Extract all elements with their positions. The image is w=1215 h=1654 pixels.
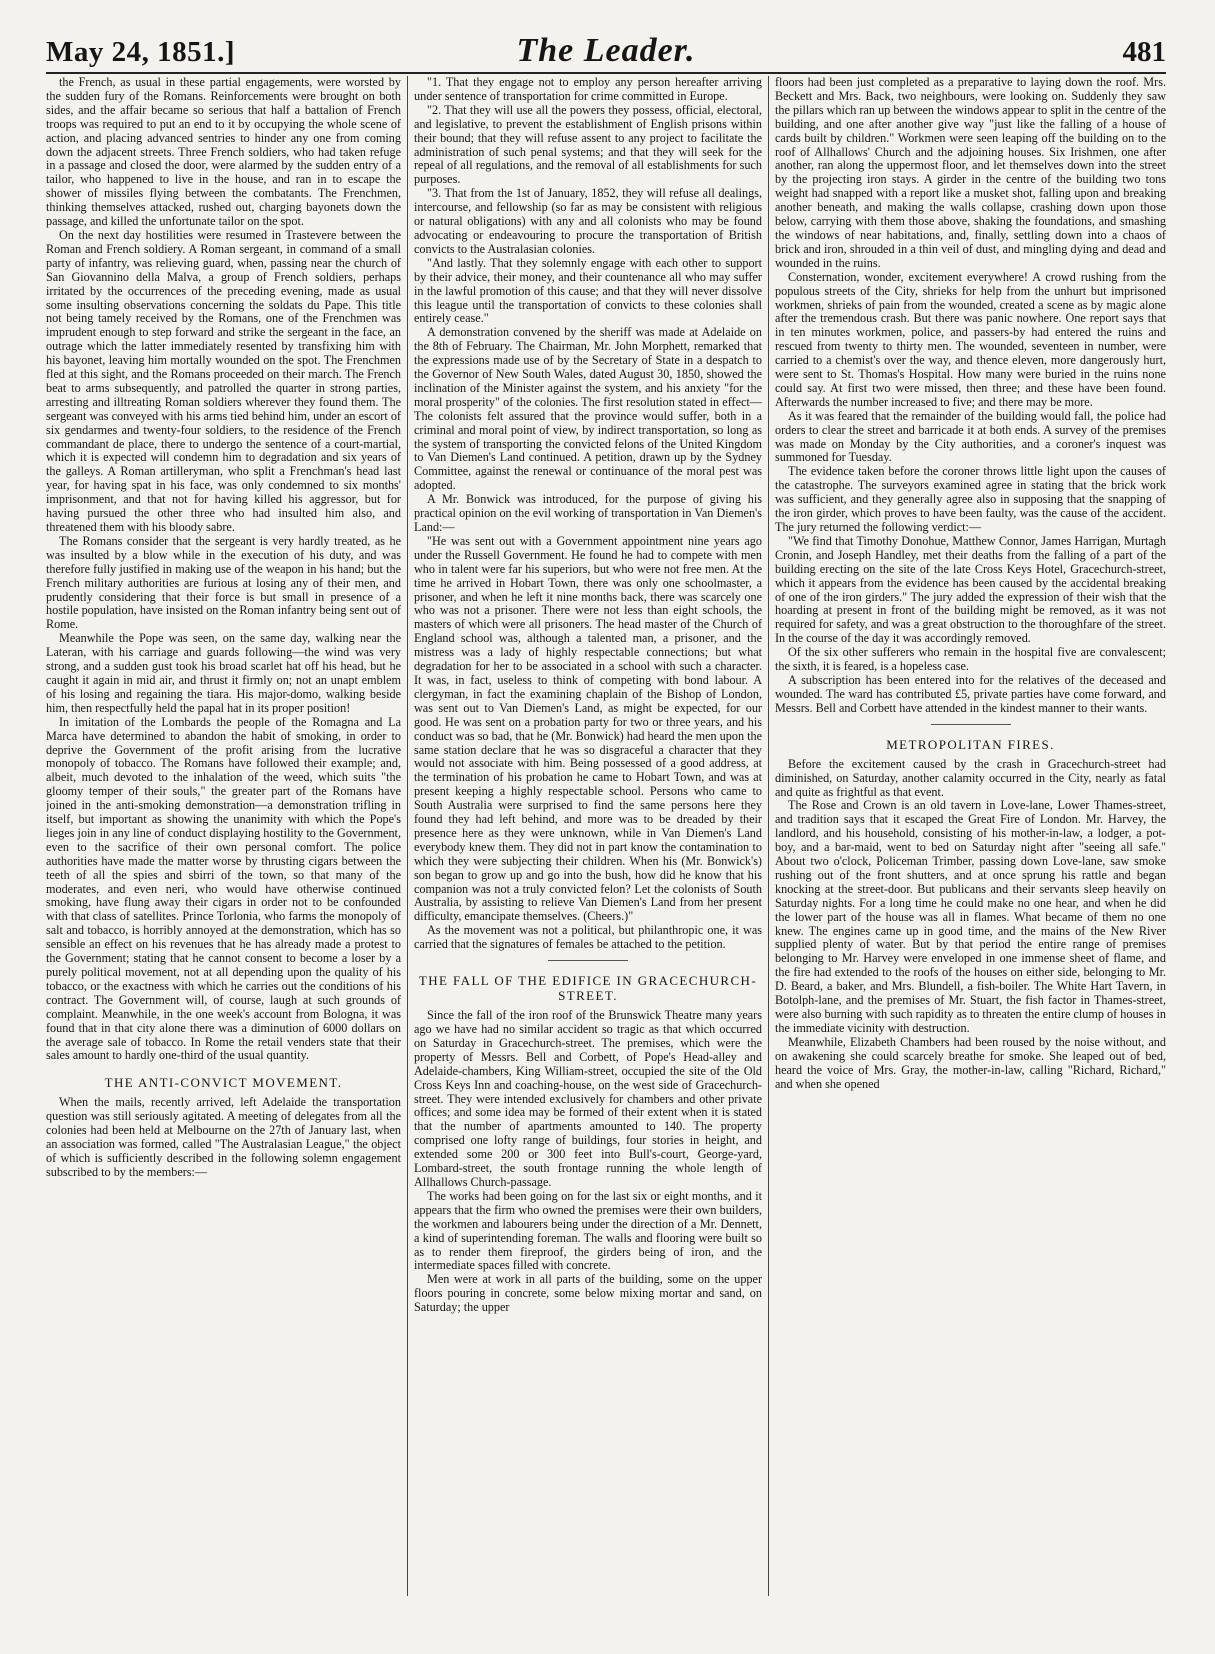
- paragraph: In imitation of the Lombards the people of the Romagna and La Marca have determined to abandon the habit of smoking, in order to deprive the Government of the profit arising from the lucrative monopoly of tobacco. The Romans have followed their example; and, albeit, much devoted to the inhalation of the weed, which suits "the gloomy temper of their souls," the greater part of the Romans have joined in the anti-smoking demonstration—a demonstration trifling in itself, but important as showing the unanimity with which the Pope's lieges join in any line of conduct displaying hostility to the Government, even to the sacrifice of their own personal comfort. The police authorities have made the matter worse by thrusting cigars between the teeth of all the spies and sbirri of the town, so that many of the moderates, and even neri, who would have otherwise continued smoking, have flung away their cigars in order not to be confounded with that class of satellites. Prince Torlonia, who farms the monopoly of salt and tobacco, is horribly annoyed at the demonstration, which has so sensible an effect on his revenues that he has already made a protest to the Government; stating that he cannot consent to become a loser by a purely political movement, not at all depending upon the quality of his tobacco, or the exactness with which he carries out the conditions of his contract. The Government will, of course, laugh at such grounds of complaint. Meanwhile, in the one week's account from Bologna, it was found that in that city alone there was a diminution of 6000 dollars on the average sale of tobacco. In Rome the retail venders state that their sales amount to hardly one-third of the usual quantity.: [46, 714, 401, 1063]
- paragraph: "1. That they engage not to employ any person hereafter arriving under sentence of transportation for crime committed in Europe.: [414, 76, 762, 103]
- masthead: [46, 28, 1166, 74]
- paragraph: Consternation, wonder, excitement everywhere! A crowd rushing from the populous streets of the City, shrieks for help from the unhurt but imprisoned workmen, shrieks of pain from the wounded, created a scene as by magic alone after the tremendous crash. But there was panic nowhere. One report says that in ten minutes workmen, police, and passers-by had entered the ruins and rescued from twenty to thirty men. The wounded, seventeen in number, were carried to a chemist's over the way, and thence eleven, more dangerously hurt, were sent to St. Thomas's Hospital. How many were buried in the ruins none could say. At first two were missed, then three; and these have been found. Afterwards the number increased to five; and there may be more.: [775, 269, 1166, 409]
- paragraph: The Romans consider that the sergeant is very hardly treated, as he was insulted by a blow while in the execution of his duty, and was therefore fully justified in making use of the weapon in his hand; but the French military authorities are furious at losing any of their men, and prudently considering that their force is but small in presence of a hostile population, have insisted on the Roman infantry being sent out of Rome.: [46, 533, 401, 632]
- section-divider: [548, 960, 628, 961]
- paragraph: "He was sent out with a Government appointment nine years ago under the Russell Government. He found he had to compete with men who in talent were far his superiors, but who were not free men. At the time he arrived in Hobart Town, there was only one schoolmaster, a prisoner, and when he left it nine months back, there was scarcely one who was not a prisoner. There were not less than eight schools, the masters of which were all prisoners. The head master of the Church of England school was, although a talented man, a prisoner, and the mistress was a lady of highly respectable connections; but what degradation for her to be associated in a school with such a character. It was, in fact, useless to think of competing with bond labour. A clergyman, in fact the examining chaplain of the Bishop of London, was sent out to Van Diemen's Land, as might be expected, for our good. He was sent on a probation party for two or three years, and his conduct was so bad, that he (Mr. Bonwick) had heard the men upon the same station declare that he was so disgraceful a character that they would not associate with him. Being possessed of a good address, at the termination of his probation he came to Hobart Town, and was at present keeping a highly respectable school. Persons who came to South Australia were surprised to find the same persons here they found they had left behind, and more was to be dreaded by their presence here as they were unknown, while in Van Diemen's Land everybody knew them. They did not in part know the contamination to which they were subjecting their children. When his (Mr. Bonwick's) son began to grow up and go into the bush, how did he know that his companion was not a truly convicted felon? Let the colonists of South Australia, by assisting to relieve Van Diemen's Land from her present difficulty, emancipate themselves. (Cheers.)": [414, 533, 762, 924]
- article-metropolitan-fires: [775, 758, 1166, 1092]
- paragraph: Of the six other sufferers who remain in the hospital five are convalescent; the sixth, it is feared, is a hopeless case.: [775, 645, 1166, 674]
- column-rule: [768, 76, 769, 1596]
- paragraph: A demonstration convened by the sheriff was made at Adelaide on the 8th of February. The Chairman, Mr. John Morphett, remarked that the expressions made use of by the Secretary of State in a despatch to the Governor of New South Wales, dated August 30, 1850, showed the inclination of the Minister against the system, and his anxiety "for the moral prosperity" of the colonies. The first resolution stated in effect—The colonists felt assured that the province would suffer, both in a criminal and moral point of view, by indirect transportation, so long as the system of transporting the convicted felons of the United Kingdom to Van Diemen's Land continued. A petition, drawn up by the Sydney Committee, against the renewal or continuance of the moral pest was adopted.: [414, 325, 762, 493]
- issue-date: May 24, 1851.]: [46, 36, 236, 68]
- paragraph: When the mails, recently arrived, left Adelaide the transportation question was still seriously agitated. A meeting of delegates from all the colonies had been held at Melbourne on the 27th of January last, when an association was formed, called "The Australasian League," the object of which is sufficiently described in the following solemn engagement subscribed to by the members:—: [46, 1095, 401, 1179]
- paragraph: Before the excitement caused by the crash in Gracechurch-street had diminished, on Saturday, another calamity occurred in the City, nearly as fatal and quite as frightful as that event.: [775, 756, 1166, 799]
- article-heading-metropolitan-fires: METROPOLITAN FIRES.: [886, 736, 1055, 752]
- column-2: [414, 76, 762, 1621]
- article-heading-anti-convict: THE ANTI-CONVICT MOVEMENT.: [104, 1075, 343, 1091]
- article-rome-continued: [46, 76, 401, 1063]
- paragraph: The evidence taken before the coroner throws little light upon the causes of the catastrophe. The surveyors examined agree in stating that the brick work was sufficient, and they generally agree also in supposing that the snapping of the iron girder, which proves to have been faulty, was the cause of the accident. The jury returned the following verdict:—: [775, 464, 1166, 534]
- paragraph: As it was feared that the remainder of the building would fall, the police had orders to clear the street and barricade it at both ends. A survey of the premises was made on Monday by the City authorities, and a coroner's inquest was summoned for Tuesday.: [775, 408, 1166, 465]
- article-anti-convict: [46, 1096, 401, 1179]
- paragraph: The works had been going on for the last six or eight months, and it appears that the firm who owned the premises were their own builders, the workmen and labourers being under the direction of a Mr. Dennett, a kind of superintending foreman. The walls and flooring were built so as to render them fireproof, the girders being of iron, and the intermediate spaces filled with concrete.: [414, 1188, 762, 1273]
- article-fall-of-edifice: [414, 1009, 762, 1315]
- paragraph: floors had been just completed as a preparative to laying down the roof. Mrs. Beckett and Mrs. Back, two neighbours, were looking on. Suddenly they saw the pillars which ran up between the windows appear to split in the centre of the building, and one after another give way "just like the falling of a house of cards built by children." Workmen were seen leaping off the building on to the roof of Allhallows' Church and the adjoining houses. Six Irishmen, one after another, ran along the uppermost floor, and let themselves down into the street by the projecting iron stays. A girder in the centre of the building two tons weight had snapped with a report like a musket shot, falling upon and breaking another beneath, and making the walls collapse, crashing down upon those below, carrying with them those above, shaking the foundations, and smashing the windows of near habitations, and, finally, settling down into a chaos of brick and iron, shrouded in a thin veil of dust, and mingling dying and dead and wounded in the ruins.: [775, 76, 1166, 270]
- paragraph: Men were at work in all parts of the building, some on the upper floors pouring in concrete, some below mixing mortar and sand, on Saturday; the upper: [414, 1272, 762, 1315]
- paragraph: On the next day hostilities were resumed in Trastevere between the Roman and French soldiery. A Roman sergeant, in command of a small party of infantry, was relieving guard, when, passing near the church of San Giovannino della Malva, a group of French soldiers, perhaps irritated by the occurrences of the preceding evening, made as usual some insulting observations concerning the soldats du Pape. This title not being tamely received by the Romans, one of the Frenchmen was imprudent enough to step forward and strike the sergeant in the face, an outrage which the latter immediately resented by transfixing him with his bayonet, leaving him mortally wounded on the spot. The Frenchmen fled at this sight, and the Romans proceeded on their march. The French beat to arms subsequently, and patrolled the quarter in strong parties, arresting and illtreating Roman soldiers wherever they found them. The sergeant was conveyed with his arms tied behind him, under an escort of six gendarmes and twenty-four soldiers, to the residence of the French commandant de place, there to undergo the sentence of a court-martial, which it is expected will condemn him to degradation and six years of the galleys. A Roman artilleryman, who split a Frenchman's head last year, for having spat in his face, was only condemned to six months' imprisonment, and that not for having killed his aggressor, but for having pursued the other three who had insulted him also, and threatened them with his bloody sabre.: [46, 227, 401, 534]
- paragraph: "2. That they will use all the powers they possess, official, electoral, and legislative, to prevent the establishment of English prisons within their bound; that they will refuse assent to any project to facilitate the administration of such penal systems; and that they will seek for the repeal of all regulations, and the removal of all establishments for such purposes.: [414, 102, 762, 187]
- paragraph: As the movement was not a political, but philanthropic one, it was carried that the signatures of females be attached to the petition.: [414, 923, 762, 952]
- newspaper-title: The Leader.: [516, 32, 696, 69]
- paragraph: Since the fall of the iron roof of the Brunswick Theatre many years ago we have had no similar accident so tragic as that which occurred on Saturday in Gracechurch-street. The premises, which were the property of Messrs. Bell and Corbett, of Pope's Head-alley and Adelaide-chambers, King William-street, occupied the site of the Old Cross Keys Inn and coaching-house, on the west side of Gracechurch-street. They were intended exclusively for chambers and other private offices; and some idea may be formed of their extent when it is stated that the number of apartments amounted to 140. The property comprised one lofty range of buildings, four stories in height, and extended some 200 or 300 feet into Bull's-court, George-yard, Lombard-street, the south frontage running the whole length of Allhallows Church-passage.: [414, 1008, 762, 1189]
- page-number: 481: [1122, 36, 1166, 68]
- article-heading-fall-of-edifice: THE FALL OF THE EDIFICE IN GRACECHURCH-STREET.: [418, 973, 758, 1004]
- article-anti-convict-continued: [414, 76, 762, 952]
- paragraph: "We find that Timothy Donohue, Matthew Connor, James Harrigan, Murtagh Cronin, and Joseph Handley, met their deaths from the falling of a part of the building erecting on the site of the late Cross Keys Hotel, Gracechurch-street, which it appears from the evidence has been caused by the accidental breaking of one of the iron girders." The jury added the expression of their wish that the hoarding at present in front of the building might be removed, as it was not required for safety, and was a great obstruction to the thoroughfare of the street. In the course of the day it was accordingly removed.: [775, 533, 1166, 646]
- paragraph: Meanwhile the Pope was seen, on the same day, walking near the Lateran, with his carriage and guards following—the wind was very strong, and a sudden gust took his broad scarlet hat off his head, but he caught it again in mid air, and thrust it firmly on; not an unapt emblem of his losing and regaining the tiara. His major-domo, walking beside him, then respectfully held the papal hat in its proper position!: [46, 631, 401, 715]
- paragraph: Meanwhile, Elizabeth Chambers had been roused by the noise without, and on awakening she could scarcely breathe for smoke. She leaped out of bed, heard the voice of Mrs. Gray, the mother-in-law, calling "Richard, Richard," and when she opened: [775, 1034, 1166, 1091]
- paragraph: The Rose and Crown is an old tavern in Love-lane, Lower Thames-street, and tradition says that it escaped the Great Fire of London. Mr. Harvey, the landlord, and his household, consisting of his mother-in-law, a lodger, a pot-boy, and a bar-maid, went to bed on Saturday night after "seeing all safe." About two o'clock, Policeman Trimber, passing down Love-lane, saw smoke rushing out of the front shutters, and at once sprung his rattle and began knocking at the street-door. But publicans and their servants sleep heavily on Saturday nights. For a long time he could make no one hear, and when he did the lower part of the house was all in flames. What became of them no one knew. The engines came up in good time, and the mains of the New River supplied plenty of water. But by that period the entire range of premises belonging to Mr. Harvey were enveloped in one immense sheet of flame, and the fire had extended to the roofs of the houses on either side, belonging to Mr. D. Beard, a baker, and Mrs. Blundell, a fish-boiler. The White Hart Tavern, in Botolph-lane, and the premises of Mr. Stuart, the fish factor in Thames-street, were also burning with such rapidity as to threaten the entire clump of houses in the immediate vicinity with destruction.: [775, 798, 1166, 1035]
- article-fall-continued: [775, 76, 1166, 716]
- column-3: [775, 76, 1166, 1621]
- column-1: [46, 76, 401, 1621]
- paragraph: "3. That from the 1st of January, 1852, they will refuse all dealings, intercourse, and fellowship (so far as may be consistent with religious or natural obligations) with any and all colonists who may be found advocating or endeavouring to procure the transportation of British convicts to the Australasian colonies.: [414, 186, 762, 256]
- column-rule: [407, 76, 408, 1596]
- paragraph: "And lastly. That they solemnly engage with each other to support by their advice, their money, and their countenance all who may suffer in the lawful promotion of this cause; and that they will never dissolve this league until the transportation of convicts to these colonies shall entirely cease.": [414, 255, 762, 326]
- paragraph: A subscription has been entered into for the relatives of the deceased and wounded. The ward has contributed £5, private parties have come forward, and Messrs. Bell and Corbett have attended in the kindest manner to their wants.: [775, 672, 1166, 715]
- paragraph: the French, as usual in these partial engagements, were worsted by the sudden fury of the Romans. Reinforcements were brought on both sides, and the affair became so serious that half a battalion of French troops was required to put an end to it by occupying the whole scene of action, and placing advanced sentries to hinder any one from coming down the adjacent streets. Three French soldiers, who had taken refuge in a passage and closed the door, were alarmed by the sudden entry of a tailor, who happened to live in the house, and ran in to escape the shower of missiles flying between the combatants. The Frenchmen, thinking themselves attacked, rushed out, charging bayonets down the passage, and killed the unfortunate tailor on the spot.: [46, 76, 401, 229]
- section-divider: [931, 724, 1011, 725]
- paragraph: A Mr. Bonwick was introduced, for the purpose of giving his practical opinion on the evil working of transportation in Van Diemen's Land:—: [414, 492, 762, 534]
